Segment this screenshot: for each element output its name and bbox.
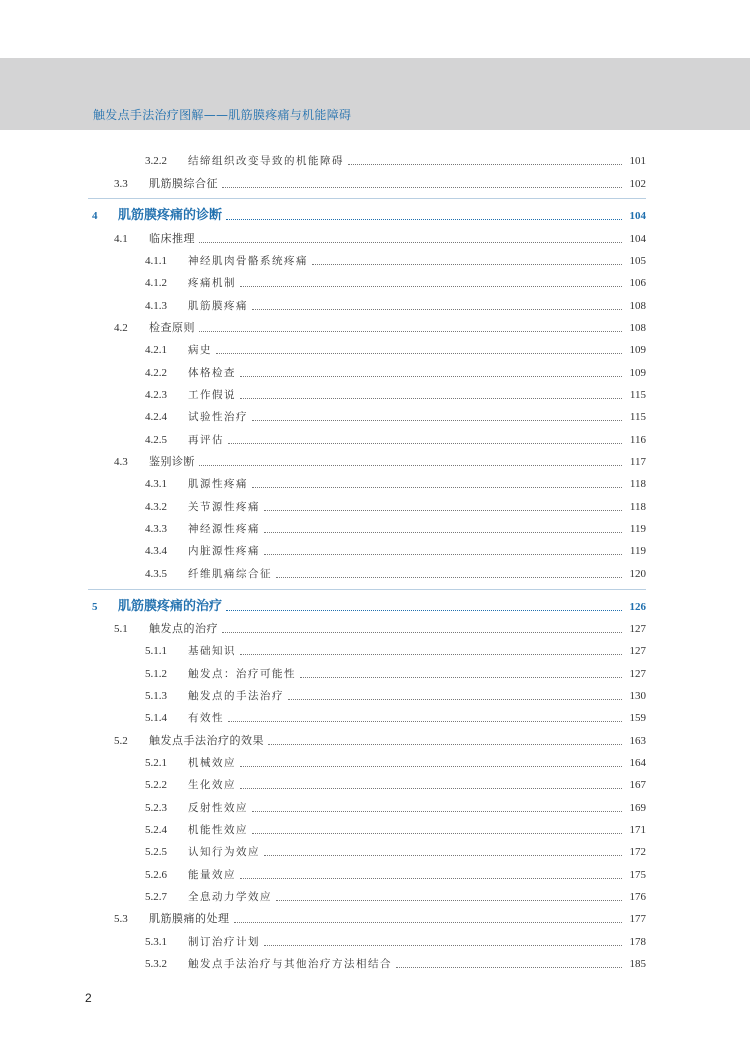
toc-entry-sub[interactable] xyxy=(145,364,646,382)
dot-leader xyxy=(264,510,622,511)
toc-entry-number: 4.2.1 xyxy=(145,344,167,356)
toc-entry-sub[interactable] xyxy=(145,475,646,493)
dot-leader xyxy=(300,677,622,678)
toc-entry-number: 5.3.2 xyxy=(145,958,167,970)
toc-entry-page: 118 xyxy=(629,478,646,490)
toc-entry-number: 4.2.5 xyxy=(145,434,167,446)
dot-leader xyxy=(240,286,622,287)
toc-entry-sub[interactable] xyxy=(145,274,646,292)
toc-entry-title: 工作假说 xyxy=(188,389,236,401)
toc-entry-number: 5.3 xyxy=(114,913,128,925)
toc-entry-title: 肌筋膜疼痛的治疗 xyxy=(118,599,223,614)
toc-entry-sub[interactable] xyxy=(145,665,646,683)
toc-entry-chap[interactable] xyxy=(92,207,646,225)
toc-entry-sub[interactable] xyxy=(145,642,646,660)
toc-entry-page: 127 xyxy=(629,623,646,635)
dot-leader xyxy=(240,654,622,655)
toc-entry-number: 4.3.2 xyxy=(145,501,167,513)
dot-leader xyxy=(252,833,622,834)
dot-leader xyxy=(240,788,622,789)
dot-leader xyxy=(222,187,622,188)
dot-leader xyxy=(276,900,622,901)
toc-entry-title: 试验性治疗 xyxy=(188,411,248,423)
toc-entry-number: 5.2.3 xyxy=(145,802,167,814)
toc-entry-number: 5.2.6 xyxy=(145,869,167,881)
running-header-title: 触发点手法治疗图解——肌筋膜疼痛与机能障碍 xyxy=(93,108,352,122)
toc-entry-title: 再评估 xyxy=(188,434,224,446)
toc-entry-number: 4 xyxy=(92,210,98,222)
toc-entry-title: 肌筋膜疼痛的诊断 xyxy=(118,208,223,223)
toc-entry-title: 机能性效应 xyxy=(188,824,248,836)
toc-entry-number: 5.2.5 xyxy=(145,846,167,858)
toc-entry-page: 169 xyxy=(629,802,646,814)
toc-entry-number: 4.3.4 xyxy=(145,545,167,557)
dot-leader xyxy=(264,532,622,533)
dot-leader xyxy=(199,331,622,332)
toc-entry-title: 肌筋膜疼痛 xyxy=(188,300,248,312)
toc-entry-title: 纤维肌痛综合征 xyxy=(188,568,272,580)
toc-entry-page: 106 xyxy=(629,277,646,289)
toc-entry-number: 5 xyxy=(92,601,98,613)
toc-entry-title: 神经源性疼痛 xyxy=(188,523,260,535)
toc-entry-number: 4.3.3 xyxy=(145,523,167,535)
toc-entry-title: 体格检查 xyxy=(188,367,236,379)
toc-entry-title: 肌源性疼痛 xyxy=(188,478,248,490)
toc-entry-sec[interactable] xyxy=(114,319,646,337)
toc-entry-title: 检查原则 xyxy=(149,321,195,334)
dot-leader xyxy=(228,721,622,722)
dot-leader xyxy=(226,610,622,611)
toc-entry-page: 115 xyxy=(629,389,646,401)
dot-leader xyxy=(264,945,622,946)
toc-entry-title: 制订治疗计划 xyxy=(188,936,260,948)
toc-entry-title: 触发点：治疗可能性 xyxy=(188,668,296,680)
toc-entry-number: 5.2.7 xyxy=(145,891,167,903)
toc-entry-sub[interactable] xyxy=(145,297,646,315)
toc-entry-number: 5.2.2 xyxy=(145,779,167,791)
toc-entry-number: 5.2 xyxy=(114,735,128,747)
toc-entry-title: 病史 xyxy=(188,344,212,356)
dot-leader xyxy=(264,855,622,856)
dot-leader xyxy=(222,632,622,633)
dot-leader xyxy=(252,487,622,488)
toc-entry-page: 120 xyxy=(629,568,646,580)
toc-entry-page: 178 xyxy=(629,936,646,948)
toc-entry-chap[interactable] xyxy=(92,598,646,616)
toc-entry-sub[interactable] xyxy=(145,408,646,426)
toc-entry-number: 4.2.3 xyxy=(145,389,167,401)
toc-entry-title: 能量效应 xyxy=(188,869,236,881)
toc-entry-title: 内脏源性疼痛 xyxy=(188,545,260,557)
toc-entry-page: 116 xyxy=(629,434,646,446)
toc-entry-number: 4.1 xyxy=(114,233,128,245)
toc-entry-page: 159 xyxy=(629,712,646,724)
toc-entry-sub[interactable] xyxy=(145,709,646,727)
toc-entry-number: 4.2.2 xyxy=(145,367,167,379)
toc-entry-page: 177 xyxy=(629,913,646,925)
toc-entry-number: 4.1.2 xyxy=(145,277,167,289)
dot-leader xyxy=(226,219,622,220)
toc-entry-number: 5.1.2 xyxy=(145,668,167,680)
toc-entry-sub[interactable] xyxy=(145,542,646,560)
toc-entry-page: 119 xyxy=(629,545,646,557)
toc-entry-number: 4.3.5 xyxy=(145,568,167,580)
toc-entry-sub[interactable] xyxy=(145,498,646,516)
toc-entry-title: 反射性效应 xyxy=(188,802,248,814)
toc-entry-number: 5.1 xyxy=(114,623,128,635)
toc-entry-page: 102 xyxy=(629,178,646,190)
toc-entry-title: 触发点手法治疗与其他治疗方法相结合 xyxy=(188,958,392,970)
toc-entry-sub[interactable] xyxy=(145,888,646,906)
toc-entry-title: 肌筋膜痛的处理 xyxy=(149,912,230,925)
dot-leader xyxy=(312,264,622,265)
toc-entry-number: 4.1.1 xyxy=(145,255,167,267)
toc-entry-number: 3.3 xyxy=(114,178,128,190)
toc-entry-sub[interactable] xyxy=(145,341,646,359)
page-number: 2 xyxy=(85,991,92,1005)
dot-leader xyxy=(288,699,622,700)
dot-leader xyxy=(234,922,623,923)
toc-entry-number: 5.3.1 xyxy=(145,936,167,948)
toc-entry-sec[interactable] xyxy=(114,910,646,928)
dot-leader xyxy=(240,766,622,767)
toc-entry-title: 触发点手法治疗的效果 xyxy=(149,734,264,747)
toc-entry-sec[interactable] xyxy=(114,175,646,193)
toc-entry-sub[interactable] xyxy=(145,799,646,817)
dot-leader xyxy=(240,376,622,377)
toc-entry-page: 126 xyxy=(629,601,646,613)
toc-entry-title: 疼痛机制 xyxy=(188,277,236,289)
dot-leader xyxy=(268,744,622,745)
chapter-separator xyxy=(88,589,646,590)
toc-entry-title: 肌筋膜综合征 xyxy=(149,177,218,190)
toc-entry-sub[interactable] xyxy=(145,821,646,839)
toc-entry-number: 5.2.4 xyxy=(145,824,167,836)
toc-entry-number: 5.2.1 xyxy=(145,757,167,769)
toc-entry-title: 全息动力学效应 xyxy=(188,891,272,903)
toc-entry-page: 167 xyxy=(629,779,646,791)
toc-entry-title: 结缔组织改变导致的机能障碍 xyxy=(188,155,344,167)
toc-entry-sub[interactable] xyxy=(145,687,646,705)
toc-entry-sub[interactable] xyxy=(145,843,646,861)
dot-leader xyxy=(216,353,622,354)
toc-entry-title: 机械效应 xyxy=(188,757,236,769)
toc-entry-sub[interactable] xyxy=(145,386,646,404)
toc-entry-page: 109 xyxy=(629,367,646,379)
dot-leader xyxy=(252,811,622,812)
dot-leader xyxy=(240,878,622,879)
toc-entry-title: 关节源性疼痛 xyxy=(188,501,260,513)
dot-leader xyxy=(228,443,622,444)
toc-entry-title: 有效性 xyxy=(188,712,224,724)
toc-entry-page: 185 xyxy=(629,958,646,970)
toc-entry-title: 临床推理 xyxy=(149,232,195,245)
toc-entry-sub[interactable] xyxy=(145,866,646,884)
chapter-separator xyxy=(88,198,646,199)
toc-entry-sub[interactable] xyxy=(145,776,646,794)
toc-entry-page: 176 xyxy=(629,891,646,903)
toc-entry-number: 5.1.3 xyxy=(145,690,167,702)
toc-entry-page: 101 xyxy=(629,155,646,167)
toc-entry-page: 104 xyxy=(629,233,646,245)
toc-entry-sec[interactable] xyxy=(114,732,646,750)
toc-entry-sub[interactable] xyxy=(145,252,646,270)
toc-entry-sub[interactable] xyxy=(145,955,646,973)
toc-entry-sub[interactable] xyxy=(145,565,646,583)
dot-leader xyxy=(199,242,622,243)
toc-entry-page: 164 xyxy=(629,757,646,769)
toc-entry-number: 3.2.2 xyxy=(145,155,167,167)
toc-entry-page: 108 xyxy=(629,322,646,334)
toc-entry-page: 172 xyxy=(629,846,646,858)
toc-entry-title: 认知行为效应 xyxy=(188,846,260,858)
toc-entry-page: 127 xyxy=(629,645,646,657)
toc-entry-page: 109 xyxy=(629,344,646,356)
toc-entry-page: 104 xyxy=(629,210,646,222)
dot-leader xyxy=(276,577,622,578)
toc-entry-number: 4.2.4 xyxy=(145,411,167,423)
toc-entry-page: 127 xyxy=(629,668,646,680)
toc-entry-number: 5.1.4 xyxy=(145,712,167,724)
toc-entry-page: 119 xyxy=(629,523,646,535)
toc-entry-number: 4.3.1 xyxy=(145,478,167,490)
toc-entry-sec[interactable] xyxy=(114,453,646,471)
toc-entry-page: 108 xyxy=(629,300,646,312)
toc-entry-sec[interactable] xyxy=(114,620,646,638)
toc-entry-title: 触发点的手法治疗 xyxy=(188,690,284,702)
toc-entry-page: 163 xyxy=(629,735,646,747)
toc-entry-page: 118 xyxy=(629,501,646,513)
toc-entry-page: 115 xyxy=(629,411,646,423)
toc-entry-page: 117 xyxy=(629,456,646,468)
toc-entry-sub[interactable] xyxy=(145,431,646,449)
toc-entry-title: 神经肌肉骨骼系统疼痛 xyxy=(188,255,308,267)
toc-entry-sub[interactable] xyxy=(145,933,646,951)
toc-entry-page: 105 xyxy=(629,255,646,267)
dot-leader xyxy=(240,398,622,399)
dot-leader xyxy=(396,967,622,968)
dot-leader xyxy=(348,164,622,165)
toc-entry-number: 4.3 xyxy=(114,456,128,468)
dot-leader xyxy=(252,309,622,310)
toc-entry-sub[interactable] xyxy=(145,152,646,170)
toc-entry-title: 基础知识 xyxy=(188,645,236,657)
toc-entry-title: 鉴别诊断 xyxy=(149,455,195,468)
toc-entry-number: 4.2 xyxy=(114,322,128,334)
toc-entry-sec[interactable] xyxy=(114,230,646,248)
dot-leader xyxy=(264,554,622,555)
dot-leader xyxy=(252,420,622,421)
toc-entry-number: 5.1.1 xyxy=(145,645,167,657)
toc-entry-sub[interactable] xyxy=(145,520,646,538)
toc-entry-title: 触发点的治疗 xyxy=(149,622,218,635)
toc-entry-sub[interactable] xyxy=(145,754,646,772)
toc-entry-title: 生化效应 xyxy=(188,779,236,791)
toc-entry-page: 130 xyxy=(629,690,646,702)
dot-leader xyxy=(199,465,622,466)
toc-entry-page: 171 xyxy=(629,824,646,836)
toc-entry-number: 4.1.3 xyxy=(145,300,167,312)
toc-entry-page: 175 xyxy=(629,869,646,881)
